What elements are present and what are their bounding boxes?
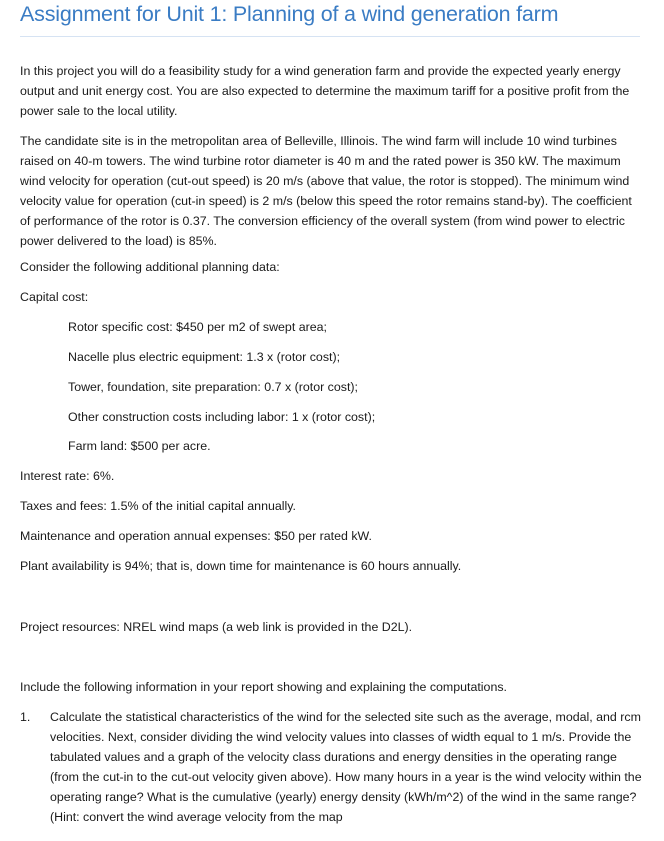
page-title: Assignment for Unit 1: Planning of a wind generation farm bbox=[20, 2, 559, 26]
taxes-and-fees: Taxes and fees: 1.5% of the initial capital annually. bbox=[20, 499, 296, 513]
maintenance-expenses: Maintenance and operation annual expenses: $50 per rated kW. bbox=[20, 529, 372, 543]
capital-cost-item: Other construction costs including labor: 1 x (rotor cost); bbox=[68, 410, 376, 424]
interest-rate: Interest rate: 6%. bbox=[20, 469, 115, 483]
capital-cost-item: Tower, foundation, site preparation: 0.7 x (rotor cost); bbox=[68, 380, 358, 394]
planning-intro: Consider the following additional planning data: bbox=[20, 260, 280, 274]
list-item-number: 1. bbox=[20, 710, 31, 724]
capital-cost-item: Farm land: $500 per acre. bbox=[68, 439, 211, 453]
list-item-text: Calculate the statistical characteristics of the wind for the selected site such as the average, modal, and rcm velocities. Next, consider dividing the wind velocity values into classes of width equal to 1 m/s. Provide the tabulated values and a graph of the velocity class durations and energy densities in the operating range (from the cut-in to the cut-out velocity given above). How many hours in a year is the wind velocity within the operating range? What is the cumulative (yearly) energy density (kWh/m^2) of the wind in the same range? (Hint: convert the wind average velocity from the map bbox=[50, 710, 642, 824]
capital-cost-item: Nacelle plus electric equipment: 1.3 x (rotor cost); bbox=[68, 350, 341, 364]
title-underline bbox=[20, 36, 640, 37]
site-description-paragraph: The candidate site is in the metropolitan area of Belleville, Illinois. The wind farm will include 10 wind turbines raised on 40-m towers. The wind turbine rotor diameter is 40 m and the rated power is 350 kW. The maximum wind velocity for operation (cut-out speed) is 20 m/s (above that value, the rotor is stopped). The minimum wind velocity value for operation (cut-in speed) is 2 m/s (below this speed the rotor remains stand-by). The coefficient of performance of the rotor is 0.37. The conversion efficiency of the overall system (from wind power to electric power delivered to the load) is 85%. bbox=[20, 134, 632, 248]
capital-cost-item: Rotor specific cost: $450 per m2 of swept area; bbox=[68, 320, 327, 334]
intro-paragraph: In this project you will do a feasibility study for a wind generation farm and provide the expected yearly energy output and unit energy cost. You are also expected to determine the maximum tariff for a positive profit from the power sale to the local utility. bbox=[20, 64, 630, 118]
plant-availability: Plant availability is 94%; that is, down time for maintenance is 60 hours annually. bbox=[20, 559, 462, 573]
capital-cost-label: Capital cost: bbox=[20, 290, 89, 304]
report-intro: Include the following information in your report showing and explaining the computations. bbox=[20, 680, 507, 694]
project-resources: Project resources: NREL wind maps (a web link is provided in the D2L). bbox=[20, 620, 413, 634]
